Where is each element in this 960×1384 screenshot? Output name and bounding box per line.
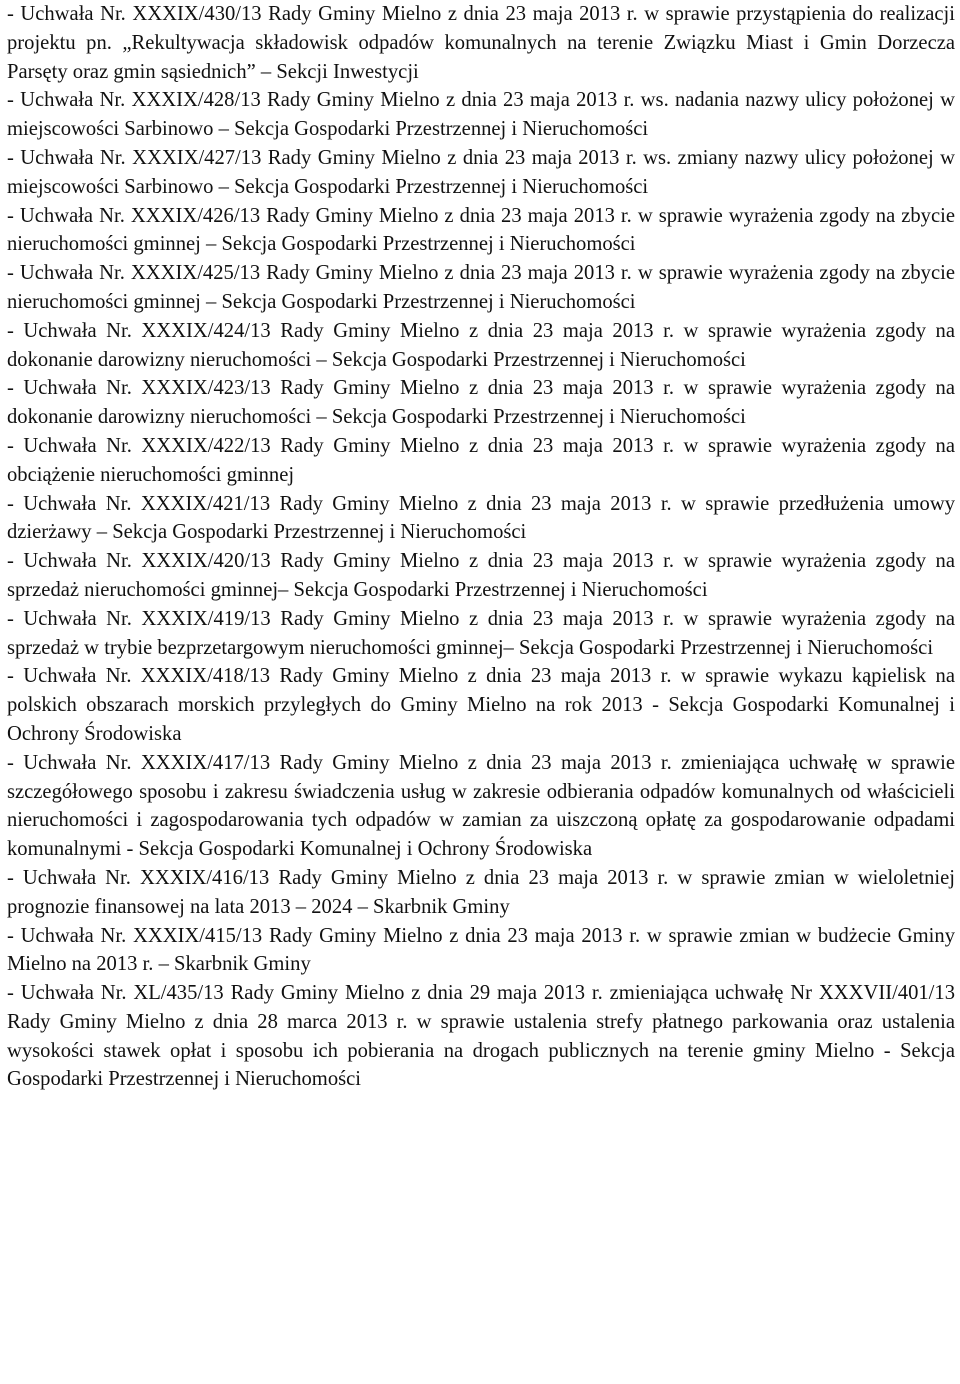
resolutions-list xyxy=(7,0,955,1094)
resolution-entry xyxy=(7,547,955,605)
resolution-text: - Uchwała Nr. XXXIX/425/13 Rady Gminy Mielno z dnia 23 maja 2013 r. w sprawie wyrażenia zgody na zbycie nieruchomości gminnej – Sekcja Gospodarki Przestrzennej i Nieruchomości xyxy=(7,262,955,313)
resolution-entry xyxy=(7,749,955,864)
resolution-text: - Uchwała Nr. XXXIX/421/13 Rady Gminy Mielno z dnia 23 maja 2013 r. w sprawie przedłużenia umowy dzierżawy – Sekcja Gospodarki Przestrzennej i Nieruchomości xyxy=(7,492,955,544)
resolution-text: - Uchwała Nr. XXXIX/422/13 Rady Gminy Mielno z dnia 23 maja 2013 r. w sprawie wyrażenia zgody na obciążenie nieruchomości gminnej xyxy=(7,434,955,486)
resolution-entry xyxy=(7,605,955,663)
resolution-entry xyxy=(7,432,955,490)
resolution-text: - Uchwała Nr. XXXIX/430/13 Rady Gminy Mielno z dnia 23 maja 2013 r. w sprawie przystąpienia do realizacji projektu pn. „Rekultywacja składowisk odpadów komunalnych na terenie Związku Miast i Gmin Dorzecza Parsęty oraz gmin sąsiednich” – Sekcji Inwestycji xyxy=(7,3,955,83)
resolution-text: - Uchwała Nr. XXXIX/417/13 Rady Gminy Mielno z dnia 23 maja 2013 r. zmieniająca uchwałę w sprawie szczegółowego sposobu i zakresu świadczenia usług w zakresie odbierania odpadów komunalnych od właścicieli nieruchomości i zagospodarowania tych odpadów w zamian za uiszczoną opłatę za gospodarowanie odpadami komunalnymi - Sekcja Gospodarki Komunalnej i Ochrony Środowiska xyxy=(7,751,955,861)
resolution-text: - Uchwała Nr. XXXIX/427/13 Rady Gminy Mielno z dnia 23 maja 2013 r. ws. zmiany nazwy ulicy położonej w miejscowości Sarbinowo – Sekcja Gospodarki Przestrzennej i Nieruchomości xyxy=(7,146,955,198)
resolution-entry xyxy=(7,662,955,748)
resolution-text: - Uchwała Nr. XXXIX/424/13 Rady Gminy Mielno z dnia 23 maja 2013 r. w sprawie wyrażenia zgody na dokonanie darowizny nieruchomości – Sekcja Gospodarki Przestrzennej i Nieruchomości xyxy=(7,319,955,371)
resolution-entry xyxy=(7,374,955,432)
resolution-entry xyxy=(7,864,955,922)
resolution-entry xyxy=(7,922,955,980)
resolution-text: - Uchwała Nr. XXXIX/423/13 Rady Gminy Mielno z dnia 23 maja 2013 r. w sprawie wyrażenia zgody na dokonanie darowizny nieruchomości – Sekcja Gospodarki Przestrzennej i Nieruchomości xyxy=(7,377,955,429)
resolution-entry xyxy=(7,0,955,86)
resolution-entry xyxy=(7,144,955,202)
resolution-text: - Uchwała Nr. XXXIX/419/13 Rady Gminy Mielno z dnia 23 maja 2013 r. w sprawie wyrażenia zgody na sprzedaż w trybie bezprzetargowym nieruchomości gminnej– Sekcja Gospodarki Przestrzennej i Nieruchomości xyxy=(7,607,955,659)
resolution-entry xyxy=(7,259,955,317)
resolution-text: - Uchwała Nr. XXXIX/415/13 Rady Gminy Mielno z dnia 23 maja 2013 r. w sprawie zmian w budżecie Gminy Mielno na 2013 r. – Skarbnik Gminy xyxy=(7,924,955,976)
resolution-entry xyxy=(7,86,955,144)
resolution-entry xyxy=(7,202,955,260)
resolution-text: - Uchwała Nr. XL/435/13 Rady Gminy Mielno z dnia 29 maja 2013 r. zmieniająca uchwałę Nr XXXVII/401/13 Rady Gminy Mielno z dnia 28 marca 2013 r. w sprawie ustalenia strefy płatnego parkowania oraz ustalenia wysokości stawek opłat i sposobu ich pobierania na drogach publicznych na terenie gminy Mielno - Sekcja Gospodarki Przestrzennej i Nieruchomości xyxy=(7,982,955,1091)
resolution-text: - Uchwała Nr. XXXIX/420/13 Rady Gminy Mielno z dnia 23 maja 2013 r. w sprawie wyrażenia zgody na sprzedaż nieruchomości gminnej– Sekcja Gospodarki Przestrzennej i Nieruchomości xyxy=(7,550,955,601)
resolution-entry xyxy=(7,317,955,375)
resolution-entry xyxy=(7,490,955,548)
resolution-text: - Uchwała Nr. XXXIX/428/13 Rady Gminy Mielno z dnia 23 maja 2013 r. ws. nadania nazwy ulicy położonej w miejscowości Sarbinowo – Sekcja Gospodarki Przestrzennej i Nieruchomości xyxy=(7,89,955,141)
resolution-text: - Uchwała Nr. XXXIX/426/13 Rady Gminy Mielno z dnia 23 maja 2013 r. w sprawie wyrażenia zgody na zbycie nieruchomości gminnej – Sekcja Gospodarki Przestrzennej i Nieruchomości xyxy=(7,204,955,256)
resolution-entry xyxy=(7,979,955,1094)
resolution-text: - Uchwała Nr. XXXIX/416/13 Rady Gminy Mielno z dnia 23 maja 2013 r. w sprawie zmian w wieloletniej prognozie finansowej na lata 2013 – 2024 – Skarbnik Gminy xyxy=(7,866,955,918)
resolution-text: - Uchwała Nr. XXXIX/418/13 Rady Gminy Mielno z dnia 23 maja 2013 r. w sprawie wykazu kąpielisk na polskich obszarach morskich przyległych do Gminy Mielno na rok 2013 - Sekcja Gospodarki Komunalnej i Ochrony Środowiska xyxy=(7,665,955,745)
